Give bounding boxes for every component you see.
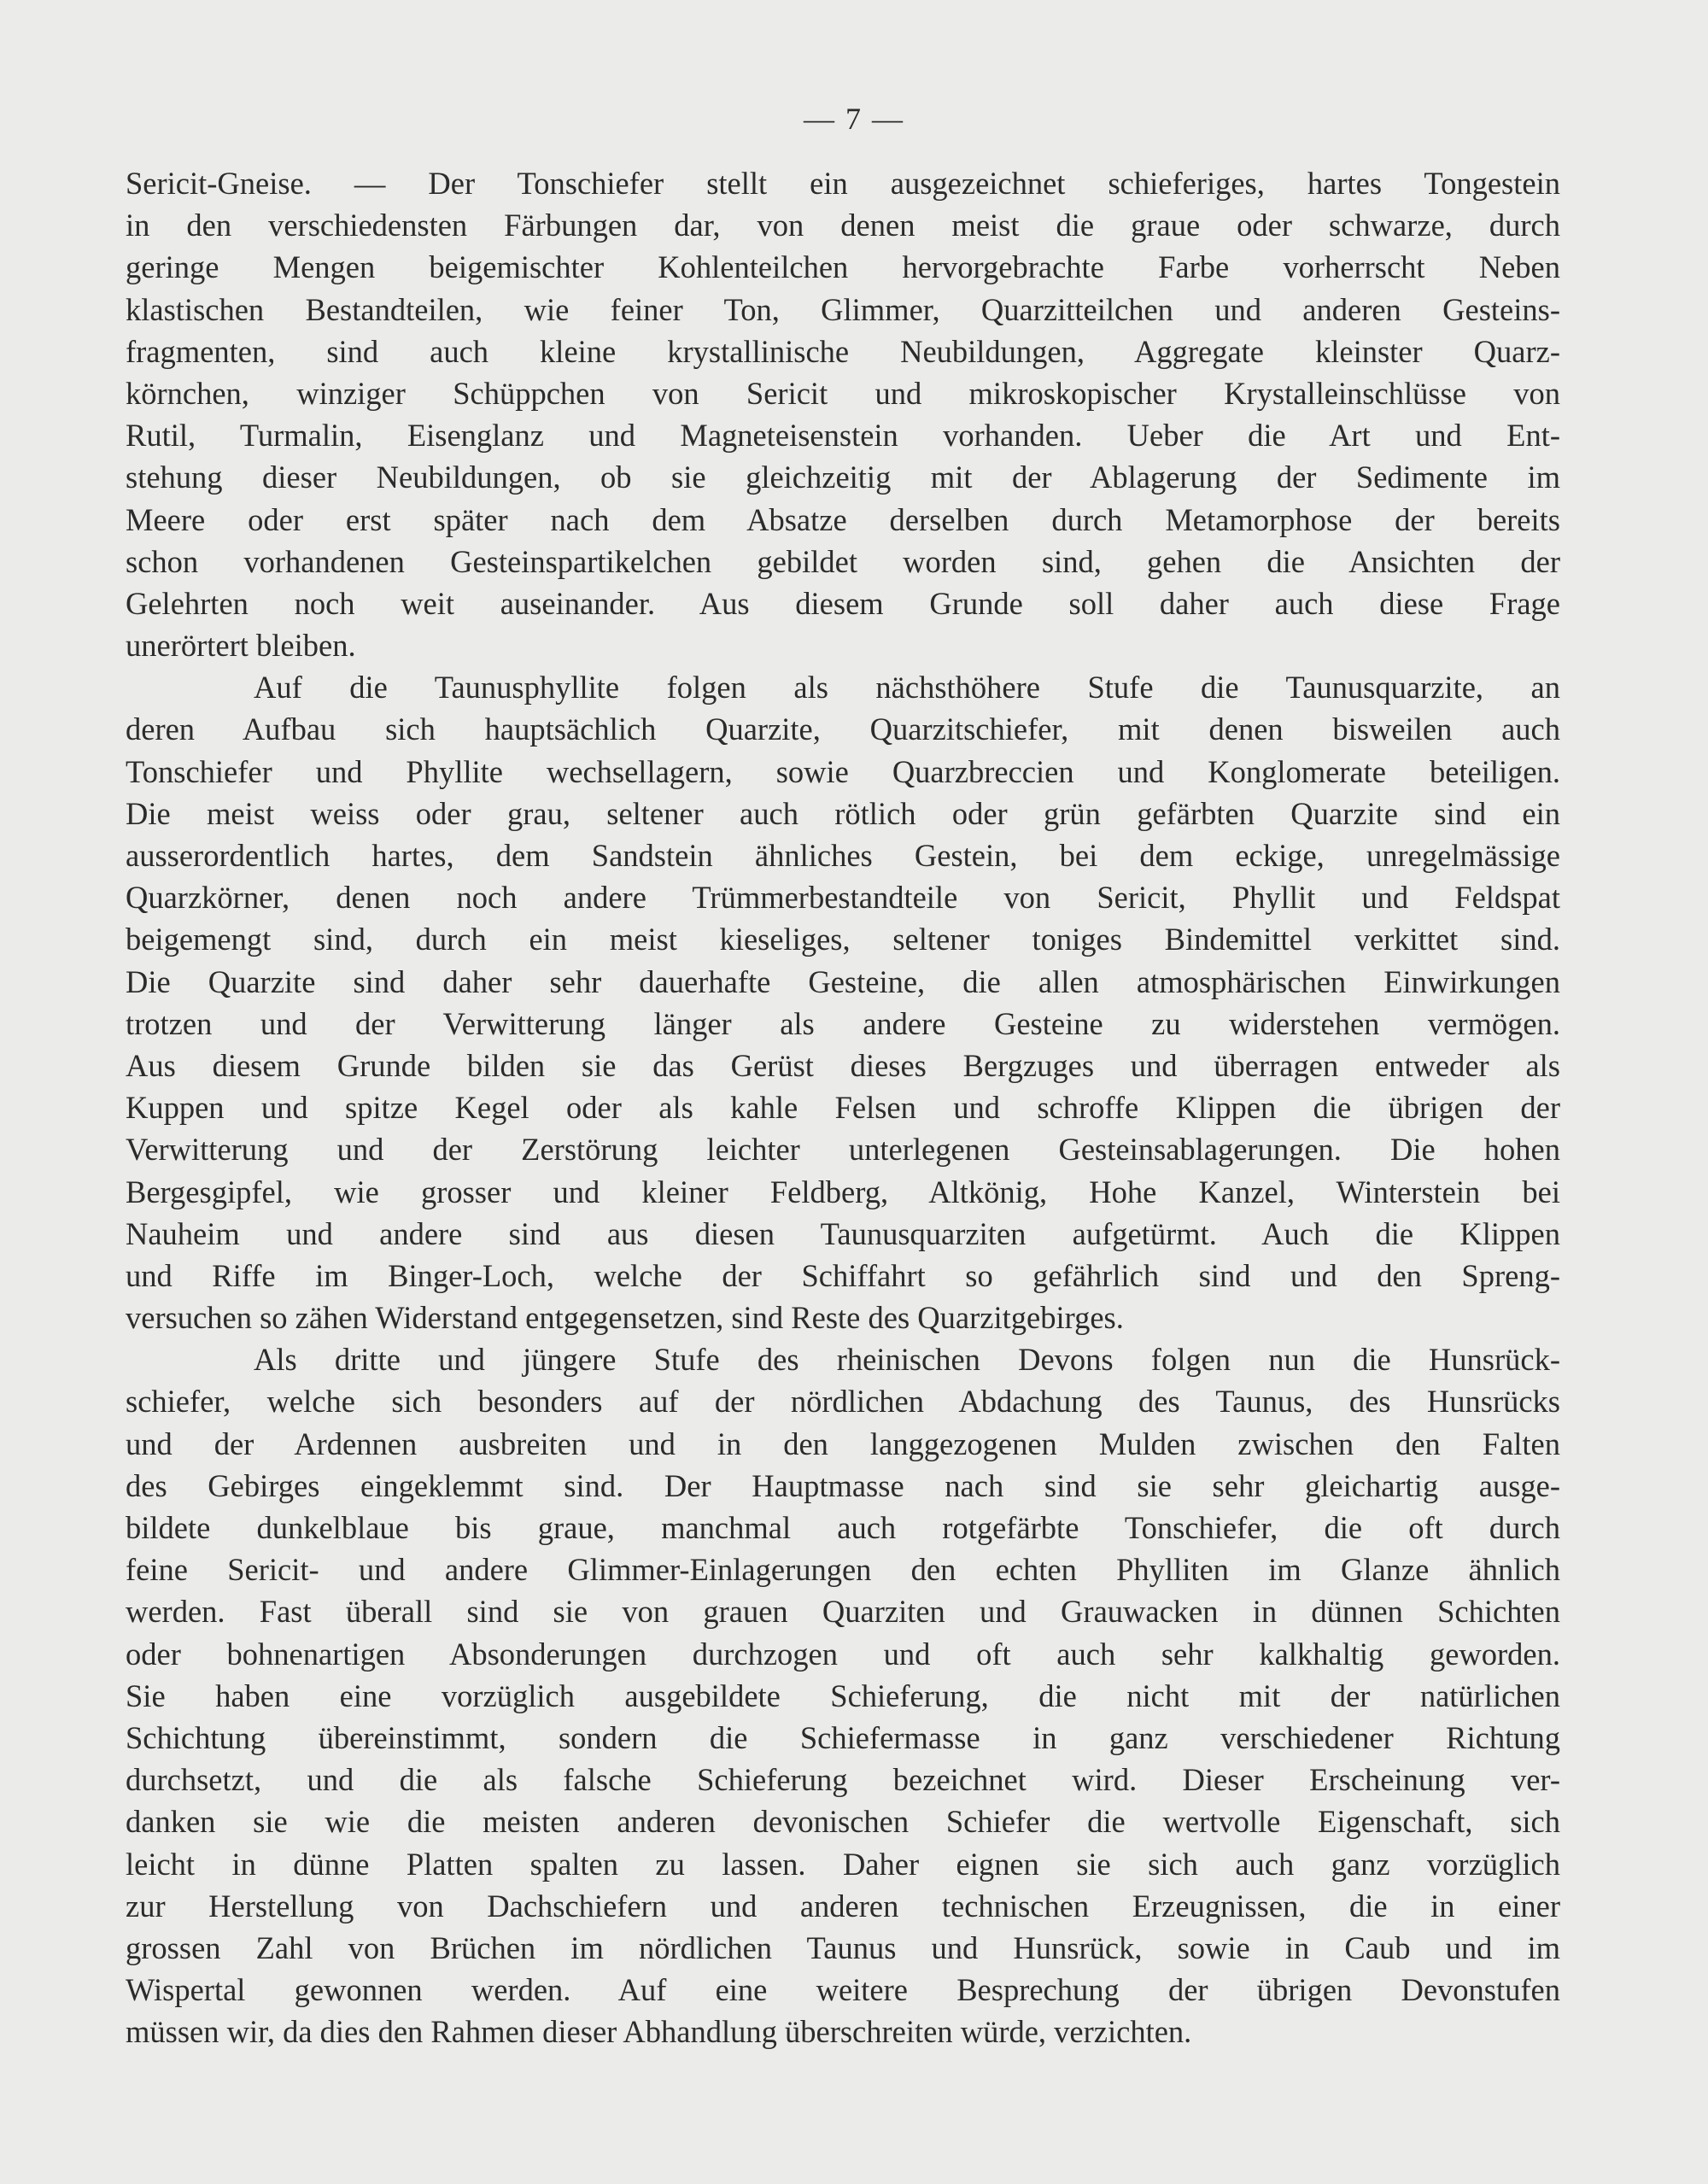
text-line: Tonschiefer und Phyllite wechsellagern, sowie Quarzbreccien und Konglomerate beteiligen. <box>126 753 1560 789</box>
body-text <box>126 162 1560 2052</box>
text-line: Als dritte und jüngere Stufe des rheinischen Devons folgen nun die Hunsrück- <box>254 1342 1560 1378</box>
text-line: stehung dieser Neubildungen, ob sie gleichzeitig mit der Ablagerung der Sedimente im <box>126 460 1560 495</box>
text-line: körnchen, winziger Schüppchen von Sericit und mikroskopischer Krystalleinschlüsse von <box>126 375 1560 411</box>
text-line: schiefer, welche sich besonders auf der nördlichen Abdachung des Taunus, des Hunsrücks <box>126 1384 1560 1420</box>
text-line: grossen Zahl von Brüchen im nördlichen Taunus und Hunsrück, sowie in Caub und im <box>126 1929 1560 1965</box>
text-line: geringe Mengen beigemischter Kohlenteilchen hervorgebrachte Farbe vorherrscht Neben <box>126 249 1560 285</box>
text-line: ausserordentlich hartes, dem Sandstein ähnliches Gestein, bei dem eckige, unregelmässige <box>126 838 1560 873</box>
text-line: Sericit-Gneise. — Der Tonschiefer stellt ein ausgezeichnet schieferiges, hartes Tongestein <box>126 166 1560 201</box>
text-line: Meere oder erst später nach dem Absatze derselben durch Metamorphose der bereits <box>126 501 1560 537</box>
text-line: Gelehrten noch weit auseinander. Aus diesem Grunde soll daher auch diese Frage <box>126 585 1560 621</box>
text-line: und der Ardennen ausbreiten und in den langgezogenen Mulden zwischen den Falten <box>126 1426 1560 1461</box>
text-line: beigemengt sind, durch ein meist kieseliges, seltener toniges Bindemittel verkittet sind. <box>126 922 1560 957</box>
text-line: in den verschiedensten Färbungen dar, von denen meist die graue oder schwarze, durch <box>126 208 1560 243</box>
text-line: Die Quarzite sind daher sehr dauerhafte Gesteine, die allen atmosphärischen Einwirkungen <box>126 963 1560 999</box>
text-line: Nauheim und andere sind aus diesen Taunusquarziten aufgetürmt. Auch die Klippen <box>126 1215 1560 1251</box>
text-line: Schichtung übereinstimmt, sondern die Schiefermasse in ganz verschiedener Richtung <box>126 1719 1560 1755</box>
text-line: feine Sericit- und andere Glimmer-Einlagerungen den echten Phylliten im Glanze ähnlich <box>126 1552 1560 1588</box>
text-line: danken sie wie die meisten anderen devonischen Schiefer die wertvolle Eigenschaft, sich <box>126 1804 1560 1840</box>
text-line: Aus diesem Grunde bilden sie das Gerüst dieses Bergzuges und überragen entweder als <box>126 1047 1560 1083</box>
text-line: zur Herstellung von Dachschiefern und anderen technischen Erzeugnissen, die in einer <box>126 1888 1560 1923</box>
text-line: Bergesgipfel, wie grosser und kleiner Feldberg, Altkönig, Hohe Kanzel, Winterstein bei <box>126 1174 1560 1209</box>
text-line: unerörtert bleiben. <box>126 628 356 664</box>
text-line: Wispertal gewonnen werden. Auf eine weitere Besprechung der übrigen Devonstufen <box>126 1972 1560 2008</box>
text-line: oder bohnenartigen Absonderungen durchzogen und oft auch sehr kalkhaltig geworden. <box>126 1636 1560 1672</box>
text-line: des Gebirges eingeklemmt sind. Der Hauptmasse nach sind sie sehr gleichartig ausge- <box>126 1467 1560 1503</box>
text-line: trotzen und der Verwitterung länger als andere Gesteine zu widerstehen vermögen. <box>126 1005 1560 1041</box>
text-line: Auf die Taunusphyllite folgen als nächsthöhere Stufe die Taunusquarzite, an <box>254 670 1560 706</box>
page-number: — 7 — <box>804 102 904 136</box>
paragraph-1 <box>126 162 1560 666</box>
paragraph-2 <box>126 666 1560 1338</box>
text-line: klastischen Bestandteilen, wie feiner Ton, Glimmer, Quarzitteilchen und anderen Gesteins- <box>126 291 1560 327</box>
text-line: durchsetzt, und die als falsche Schieferung bezeichnet wird. Dieser Erscheinung ver- <box>126 1762 1560 1798</box>
text-line: werden. Fast überall sind sie von grauen Quarziten und Grauwacken in dünnen Schichten <box>126 1594 1560 1630</box>
text-line: deren Aufbau sich hauptsächlich Quarzite, Quarzitschiefer, mit denen bisweilen auch <box>126 711 1560 747</box>
text-line: Verwitterung und der Zerstörung leichter unterlegenen Gesteinsablagerungen. Die hohen <box>126 1132 1560 1168</box>
text-line: Quarzkörner, denen noch andere Trümmerbestandteile von Sericit, Phyllit und Feldspat <box>126 880 1560 916</box>
text-line: und Riffe im Binger-Loch, welche der Schiffahrt so gefährlich sind und den Spreng- <box>126 1257 1560 1293</box>
text-line: fragmenten, sind auch kleine krystallinische Neubildungen, Aggregate kleinster Quarz- <box>126 333 1560 369</box>
text-line: Kuppen und spitze Kegel oder als kahle Felsen und schroffe Klippen die übrigen der <box>126 1090 1560 1126</box>
text-line: Sie haben eine vorzüglich ausgebildete Schieferung, die nicht mit der natürlichen <box>126 1678 1560 1713</box>
text-line: versuchen so zähen Widerstand entgegensetzen, sind Reste des Quarzitgebirges. <box>126 1300 1124 1336</box>
paragraph-3 <box>126 1338 1560 2052</box>
text-line: Rutil, Turmalin, Eisenglanz und Magneteisenstein vorhanden. Ueber die Art und Ent- <box>126 418 1560 454</box>
text-line: schon vorhandenen Gesteinspartikelchen gebildet worden sind, gehen die Ansichten der <box>126 543 1560 579</box>
text-line: müssen wir, da dies den Rahmen dieser Abhandlung überschreiten würde, verzichten. <box>126 2014 1192 2050</box>
text-line: leicht in dünne Platten spalten zu lassen. Daher eignen sie sich auch ganz vorzüglich <box>126 1846 1560 1882</box>
text-line: Die meist weiss oder grau, seltener auch rötlich oder grün gefärbten Quarzite sind ein <box>126 795 1560 831</box>
text-line: bildete dunkelblaue bis graue, manchmal auch rotgefärbte Tonschiefer, die oft durch <box>126 1510 1560 1545</box>
